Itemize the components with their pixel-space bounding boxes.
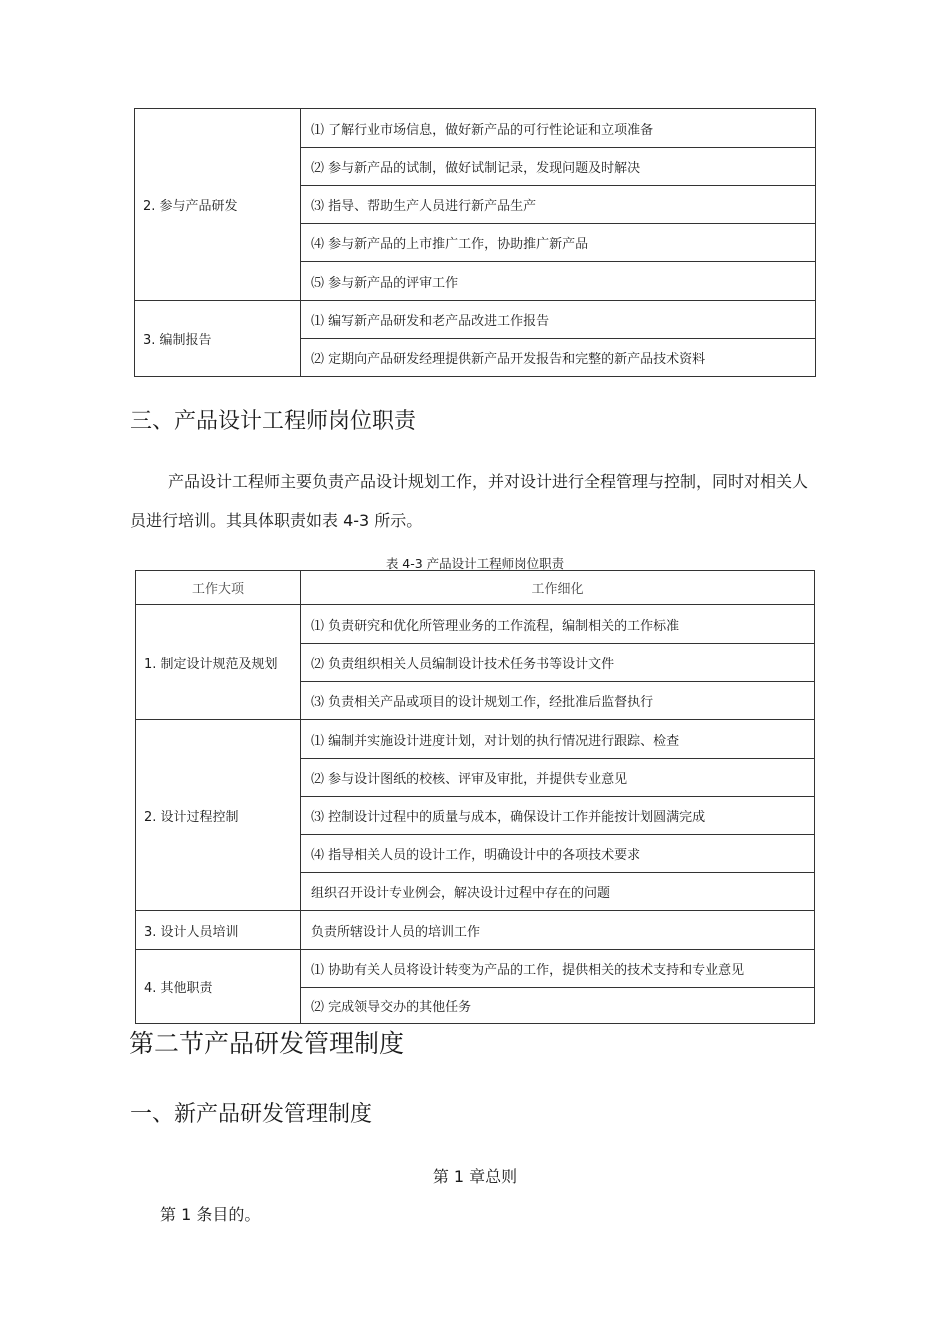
column-header: 工作细化 xyxy=(301,571,815,605)
table-item-cell: ⑴ 协助有关人员将设计转变为产品的工作，提供相关的技术支持和专业意见 xyxy=(301,950,815,988)
section-title: 第二节产品研发管理制度 xyxy=(129,1029,405,1058)
table-item-cell: ⑵ 负责组织相关人员编制设计技术任务书等设计文件 xyxy=(301,644,815,682)
table-caption: 表 4-3 产品设计工程师岗位职责 xyxy=(385,556,565,571)
table-item-cell: ⑸ 参与新产品的评审工作 xyxy=(301,262,816,301)
table-category-cell: 3. 设计人员培训 xyxy=(136,911,301,950)
duties-table xyxy=(135,570,815,1024)
table-item-cell: ⑷ 参与新产品的上市推广工作，协助推广新产品 xyxy=(301,224,816,262)
table-item-cell: ⑴ 负责研究和优化所管理业务的工作流程，编制相关的工作标准 xyxy=(301,605,815,644)
table-category-cell: 1. 制定设计规范及规划 xyxy=(136,605,301,720)
table-item-cell: ⑵ 定期向产品研发经理提供新产品开发报告和完整的新产品技术资料 xyxy=(301,339,816,377)
article-line: 第 1 条目的。 xyxy=(160,1205,261,1224)
table-item-cell: ⑴ 编制并实施设计进度计划，对计划的执行情况进行跟踪、检查 xyxy=(301,720,815,759)
table-item-cell: 组织召开设计专业例会，解决设计过程中存在的问题 xyxy=(301,873,815,911)
table-item-cell: ⑴ 编写新产品研发和老产品改进工作报告 xyxy=(301,301,816,339)
sub-heading: 一、新产品研发管理制度 xyxy=(130,1102,373,1127)
chapter-title: 第 1 章总则 xyxy=(432,1167,518,1186)
section-heading: 三、产品设计工程师岗位职责 xyxy=(130,409,417,434)
section-paragraph: 产品设计工程师主要负责产品设计规划工作，并对设计进行全程管理与控制，同时对相关人员进行培训。其具体职责如表 4-3 所示。 xyxy=(130,472,809,530)
duties-table-continued xyxy=(134,108,816,377)
table-category-cell: 2. 设计过程控制 xyxy=(136,720,301,911)
table-item-cell: ⑴ 了解行业市场信息，做好新产品的可行性论证和立项准备 xyxy=(301,109,816,148)
table-category-cell: 2. 参与产品研发 xyxy=(135,109,301,301)
table-item-cell: ⑷ 指导相关人员的设计工作，明确设计中的各项技术要求 xyxy=(301,835,815,873)
table-item-cell: ⑵ 参与新产品的试制，做好试制记录，发现问题及时解决 xyxy=(301,148,816,186)
table-item-cell: ⑶ 指导、帮助生产人员进行新产品生产 xyxy=(301,186,816,224)
table-item-cell: ⑵ 完成领导交办的其他任务 xyxy=(301,988,815,1024)
table-category-cell: 3. 编制报告 xyxy=(135,301,301,377)
table-item-cell: ⑶ 控制设计过程中的质量与成本，确保设计工作并能按计划圆满完成 xyxy=(301,797,815,835)
table-item-cell: 负责所辖设计人员的培训工作 xyxy=(301,911,815,950)
table-category-cell: 4. 其他职责 xyxy=(136,950,301,1024)
column-header: 工作大项 xyxy=(136,571,301,605)
table-item-cell: ⑶ 负责相关产品或项目的设计规划工作，经批准后监督执行 xyxy=(301,682,815,720)
table-item-cell: ⑵ 参与设计图纸的校核、评审及审批，并提供专业意见 xyxy=(301,759,815,797)
